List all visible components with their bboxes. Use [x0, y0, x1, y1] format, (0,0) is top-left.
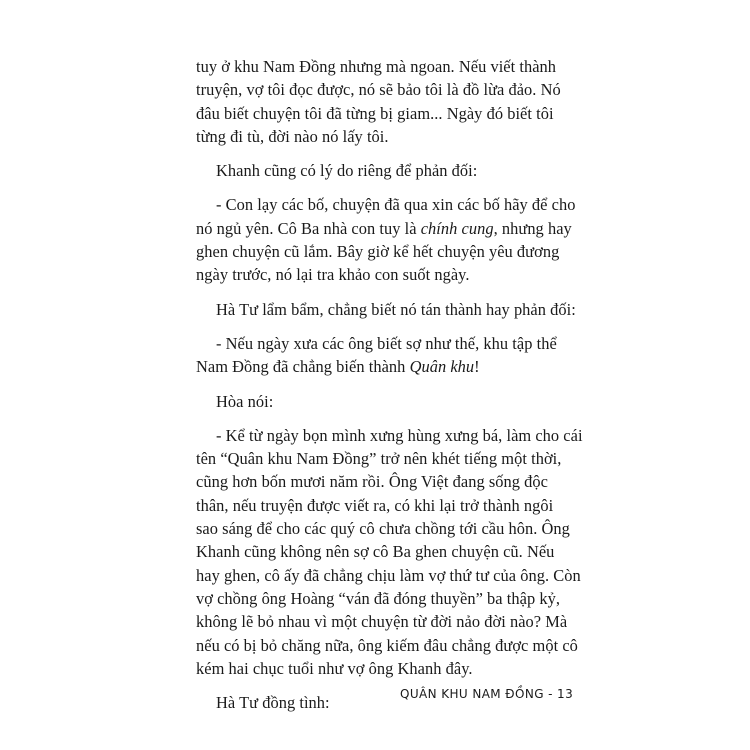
- text-segment: nếu có bị bỏ chăng nữa, ông kiếm đâu chẳng được một cô: [196, 635, 578, 655]
- text-segment: truyện, vợ tôi đọc được, nó sẽ bảo tôi là đồ lừa đảo. Nó: [196, 80, 561, 100]
- text-segment: - Kể từ ngày bọn mình xưng hùng xưng bá, làm cho cái: [216, 425, 583, 445]
- text-segment: vợ chồng ông Hoàng “ván đã đóng thuyền” ba thập kỷ,: [196, 588, 560, 608]
- text-segment: Khanh cũng có lý do riêng để phản đối:: [216, 161, 478, 181]
- text-segment: Hà Tư đồng tình:: [216, 693, 330, 713]
- paragraph: [196, 390, 566, 413]
- text-line: [196, 634, 578, 657]
- text-segment: tên “Quân khu Nam Đồng” trở nên khét tiếng một thời,: [196, 449, 562, 469]
- text-line: [196, 125, 566, 148]
- italic-text: chính cung: [420, 218, 494, 238]
- text-line: [196, 610, 566, 633]
- text-line: [196, 159, 566, 182]
- text-segment: Hà Tư lẩm bẩm, chẳng biết nó tán thành hay phản đối:: [216, 299, 576, 319]
- text-segment: - Con lạy các bố, chuyện đã qua xin các bố hãy để cho: [216, 195, 576, 215]
- text-segment: hay ghen, cô ấy đã chẳng chịu làm vợ thứ tư của ông. Còn: [196, 565, 581, 585]
- text-segment: thân, nếu truyện được viết ra, có khi lại trở thành ngôi: [196, 495, 554, 515]
- page-footer: QUÂN KHU NAM ĐỒNG - 13: [400, 687, 574, 701]
- text-line: [196, 193, 576, 216]
- text-line: [196, 470, 566, 493]
- text-segment: sao sáng để cho các quý cô chưa chồng tới cầu hôn. Ông: [196, 519, 570, 539]
- text-line: [196, 332, 566, 355]
- paragraph: [196, 298, 576, 321]
- text-line: [196, 540, 566, 563]
- paragraph: [196, 193, 576, 286]
- text-line: [196, 587, 566, 610]
- paragraph: [196, 424, 583, 680]
- text-segment: Hòa nói:: [216, 391, 274, 411]
- italic-text: Quân khu: [409, 357, 475, 377]
- text-line: [196, 298, 576, 321]
- text-line: [196, 263, 566, 286]
- text-segment: từng đi tù, đời nào nó lấy tôi.: [196, 126, 389, 146]
- body-text: [196, 55, 583, 714]
- text-segment: - Nếu ngày xưa các ông biết sợ như thế, khu tập thể: [216, 333, 557, 353]
- paragraph: [196, 159, 566, 182]
- text-segment: Nam Đồng đã chẳng biến thành: [196, 357, 410, 377]
- paragraph: [196, 55, 566, 148]
- text-segment: nó ngủ yên. Cô Ba nhà con tuy là: [196, 218, 421, 238]
- text-line: [196, 55, 566, 78]
- text-line: [196, 657, 566, 680]
- text-line: [196, 217, 572, 240]
- text-line: [196, 517, 570, 540]
- text-segment: ghen chuyện cũ lắm. Bây giờ kể hết chuyện yêu đương: [196, 242, 560, 262]
- text-segment: kém hai chục tuổi như vợ ông Khanh đây.: [196, 658, 473, 678]
- text-line: [196, 240, 566, 263]
- text-segment: Khanh cũng không nên sợ cô Ba ghen chuyện cũ. Nếu: [196, 542, 555, 562]
- text-line: [196, 564, 581, 587]
- text-line: [196, 390, 566, 413]
- text-line: [196, 355, 566, 378]
- text-segment: , nhưng hay: [493, 218, 572, 238]
- text-line: [196, 78, 566, 101]
- text-segment: không lẽ bỏ nhau vì một chuyện từ đời nảo đời nào? Mà: [196, 612, 568, 632]
- text-segment: tuy ở khu Nam Đồng nhưng mà ngoan. Nếu viết thành: [196, 57, 557, 76]
- text-segment: ngày trước, nó lại tra khảo con suốt ngày.: [196, 265, 470, 285]
- paragraph: [196, 332, 566, 379]
- text-line: [196, 424, 583, 447]
- text-segment: !: [474, 357, 480, 377]
- text-line: [196, 102, 566, 125]
- text-line: [196, 494, 566, 517]
- text-segment: đâu biết chuyện tôi đã từng bị giam... Ngày đó biết tôi: [196, 103, 554, 123]
- text-segment: cũng hơn bốn mươi năm rồi. Ông Việt đang sống độc: [196, 472, 548, 492]
- text-line: [196, 447, 566, 470]
